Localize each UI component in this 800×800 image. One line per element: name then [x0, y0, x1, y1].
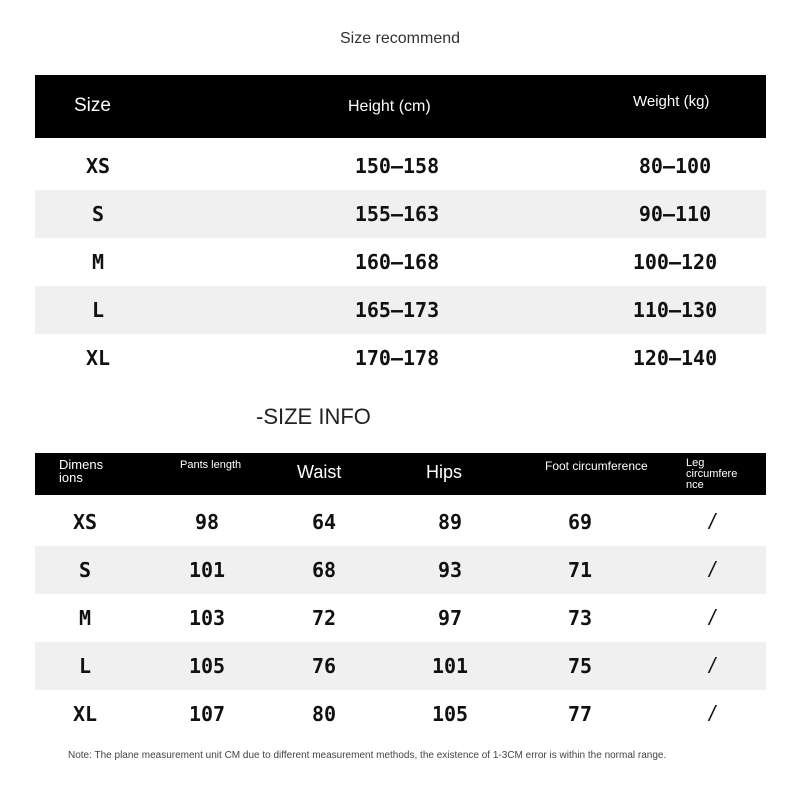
table-row — [35, 546, 766, 594]
size-recommend-title: Size recommend — [339, 30, 461, 47]
table-row — [35, 498, 766, 546]
size-cell: S — [78, 558, 92, 582]
table-row — [35, 238, 766, 286]
measurement-note: Note: The plane measurement unit CM due to different measurement methods, the existence of 1-3CM error is within the normal range. — [68, 750, 667, 761]
height-cell: 155–163 — [354, 202, 440, 226]
pants-length-cell: 98 — [194, 510, 220, 534]
header-dimensions: Dimens ions — [59, 457, 104, 485]
header-pants-length: Pants length — [180, 459, 242, 471]
pants-length-cell: 101 — [188, 558, 226, 582]
waist-cell: 76 — [311, 654, 337, 678]
waist-cell: 64 — [311, 510, 337, 534]
size-recommend-header — [35, 75, 766, 138]
waist-cell: 68 — [311, 558, 337, 582]
header-leg-circumference: Leg circumfere nce — [686, 457, 738, 491]
size-cell: L — [78, 654, 92, 678]
weight-cell: 90–110 — [638, 202, 712, 226]
hips-cell: 101 — [431, 654, 469, 678]
pants-length-cell: 107 — [188, 702, 226, 726]
height-cell: 170–178 — [354, 346, 440, 370]
weight-cell: 120–140 — [632, 346, 718, 370]
size-info-table — [35, 498, 766, 738]
height-cell: 165–173 — [354, 298, 440, 322]
waist-cell: 80 — [311, 702, 337, 726]
foot-cell: 71 — [567, 558, 593, 582]
leg-cell: / — [708, 557, 716, 582]
size-cell: XL — [72, 702, 98, 726]
leg-cell: / — [708, 509, 716, 534]
size-cell: M — [78, 606, 92, 630]
pants-length-cell: 103 — [188, 606, 226, 630]
size-cell: L — [91, 298, 105, 322]
header-size: Size — [74, 95, 111, 116]
size-cell: S — [91, 202, 105, 226]
hips-cell: 89 — [437, 510, 463, 534]
leg-cell: / — [708, 701, 716, 726]
table-row — [35, 642, 766, 690]
foot-cell: 75 — [567, 654, 593, 678]
size-cell: M — [91, 250, 105, 274]
size-cell: XS — [85, 154, 111, 178]
size-info-header — [35, 453, 766, 495]
leg-cell: / — [708, 653, 716, 678]
waist-cell: 72 — [311, 606, 337, 630]
size-cell: XL — [85, 346, 111, 370]
table-row — [35, 286, 766, 334]
table-row — [35, 594, 766, 642]
table-row — [35, 334, 766, 382]
hips-cell: 105 — [431, 702, 469, 726]
size-cell: XS — [72, 510, 98, 534]
weight-cell: 110–130 — [632, 298, 718, 322]
table-row — [35, 142, 766, 190]
size-info-title: -SIZE INFO — [256, 404, 371, 429]
size-recommend-table — [35, 142, 766, 382]
foot-cell: 69 — [567, 510, 593, 534]
header-foot-circumference: Foot circumference — [545, 459, 648, 473]
hips-cell: 97 — [437, 606, 463, 630]
header-hips: Hips — [426, 462, 463, 482]
hips-cell: 93 — [437, 558, 463, 582]
foot-cell: 77 — [567, 702, 593, 726]
weight-cell: 80–100 — [638, 154, 712, 178]
pants-length-cell: 105 — [188, 654, 226, 678]
table-row — [35, 190, 766, 238]
height-cell: 160–168 — [354, 250, 440, 274]
height-cell: 150–158 — [354, 154, 440, 178]
foot-cell: 73 — [567, 606, 593, 630]
header-waist: Waist — [297, 462, 342, 482]
leg-cell: / — [708, 605, 716, 630]
header-height: Height (cm) — [348, 98, 431, 115]
header-weight: Weight (kg) — [633, 93, 710, 110]
table-row — [35, 690, 766, 738]
weight-cell: 100–120 — [632, 250, 718, 274]
